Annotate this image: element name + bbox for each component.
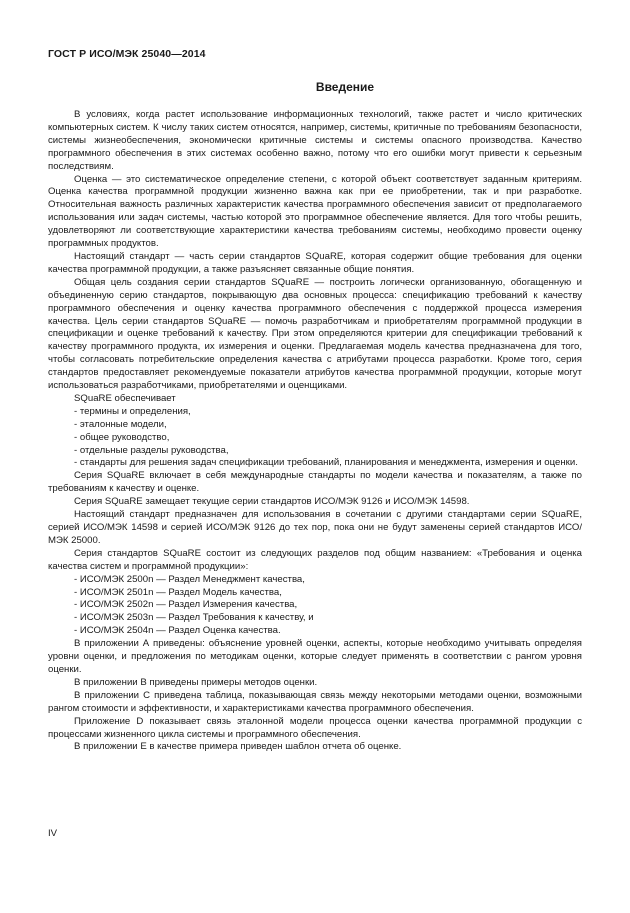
document-body (48, 109, 582, 754)
page-number: IV (48, 828, 58, 839)
list-item: - термины и определения, (74, 405, 191, 417)
list-item: - эталонные модели, (74, 418, 167, 430)
paragraph: Настоящий стандарт предназначен для использования в сочетании с другими стандартами серии SQuaRE, серией ИСО/МЭК 14598 и серией ИСО/МЭК 9126 до тех пор, пока они не будут заменены серией стандартов ИСО/МЭК 25000. (48, 509, 582, 546)
paragraph: В приложении В приведены примеры методов оценки. (74, 676, 318, 688)
list-item: - ИСО/МЭК 2503n — Раздел Требования к качеству, и (74, 612, 314, 624)
document-header: ГОСТ Р ИСО/МЭК 25040—2014 (48, 48, 206, 60)
paragraph: Серия SQuaRE замещает текущие серии стандартов ИСО/МЭК 9126 и ИСО/МЭК 14598. (74, 496, 470, 508)
list-item: - ИСО/МЭК 2501n — Раздел Модель качества, (74, 586, 282, 598)
paragraph: В приложении С приведена таблица, показывающая связь между некоторыми методами оценки, возможными рангом стоимости и эффективности, и характеристиками качества программного обеспечения. (48, 689, 582, 714)
standards-list (48, 574, 582, 639)
list-item: - ИСО/МЭК 2502n — Раздел Измерения качества, (74, 599, 298, 611)
paragraph: Настоящий стандарт — часть серии стандартов SQuaRE, которая содержит общие требования для оценки качества программной продукции, а также разъясняет связанные общие понятия. (48, 250, 582, 275)
provisions-list (48, 406, 582, 458)
list-item: - ИСО/МЭК 2504n — Раздел Оценка качества. (74, 625, 281, 637)
paragraph: Общая цель создания серии стандартов SQuaRE — построить логически организованную, обогащенную и объединенную серию стандартов, покрывающую два основных процесса: спецификацию требований к качеству программного обеспечения и оценку качества программного обеспечения с поддержкой процесса измерения качества. Цель серии стандартов SQuaRE — помочь разработчикам и приобретателям программной продукции в спецификации и оценке требований к качеству. При этом определяются критерии для спецификации требований к качеству программного продукта, их измерения и оценки. Предлагаемая модель качества предназначена для того, чтобы согласовать потребительские определения качества с атрибутами процесса разработки. Кроме того, серия стандартов предоставляет рекомендуемые показатели атрибутов качества программной продукции, которые могут использоваться разработчиками, приобретателями и оценщиками. (48, 276, 582, 392)
paragraph: В приложении А приведены: объяснение уровней оценки, аспекты, которые необходимо учитывать определяя уровни оценки, и предложения по методикам оценки, которые следует применять в соответствии с рангом уровня оценки. (48, 638, 582, 675)
list-item: - отдельные разделы руководства, (74, 444, 229, 456)
paragraph: Серия SQuaRE включает в себя международные стандарты по модели качества и показателям, а также по требованиям к качеству и оценке. (48, 470, 582, 495)
paragraph: В условиях, когда растет использование информационных технологий, также растет и число критических компьютерных систем. К числу таких систем относятся, например, системы, критичные по требованиям безопасности, системы жизнеобеспечения, экономически критичные системы и системы опасного производства. Качество программного обеспечения в этих системах особенно важно, потому что его ошибки могут привести к серьезным последствиям. (48, 109, 582, 172)
paragraph: Приложение D показывает связь эталонной модели процесса оценки качества программной продукции с процессами жизненного цикла системы и программного обеспечения. (48, 715, 582, 740)
list-item: - ИСО/МЭК 2500n — Раздел Менеджмент качества, (74, 573, 305, 585)
list-item: - общее руководство, (74, 431, 170, 443)
section-title: Введение (315, 80, 375, 94)
list-item-wrapped: - стандарты для решения задач спецификации требований, планирования и менеджмента, измерения и оценки. (74, 457, 578, 469)
paragraph: Оценка — это систематическое определение степени, с которой объект соответствует заданным критериям. Оценка качества программной продукции жизненно важна как при ее приобретении, так и при разработке. Относительная важность различных характеристик качества программного обеспечения зависит от предполагаемого использования или задач системы, частью которой это программное обеспечение является. Для того чтобы решить, удовлетворяют ли соответствующие характеристики качества требованиям системы, необходимо провести оценку программных продуктов. (48, 173, 582, 250)
paragraph: В приложении E в качестве примера приведен шаблон отчета об оценке. (74, 741, 402, 753)
paragraph: SQuaRE обеспечивает (74, 392, 176, 404)
paragraph: Серия стандартов SQuaRE состоит из следующих разделов под общим названием: «Требования и оценка качества систем и программной продукции»: (48, 547, 582, 572)
